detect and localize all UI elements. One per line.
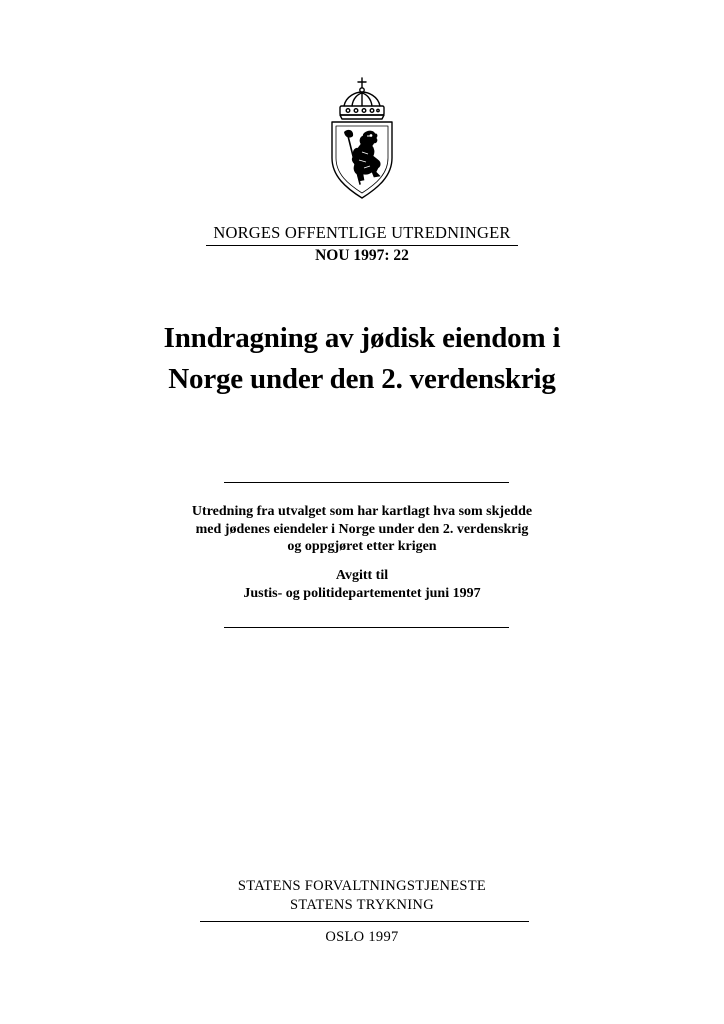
- series-name: NORGES OFFENTLIGE UTREDNINGER: [213, 223, 511, 242]
- submission-line-1: Avgitt til: [335, 568, 389, 583]
- title-line-2: Norge under den 2. verdenskrig: [168, 363, 556, 395]
- title-line-1: Inndragning av jødisk eiendom i: [163, 322, 561, 354]
- lower-divider: [224, 627, 509, 628]
- series-divider: [206, 245, 518, 246]
- subtitle-line-3: og oppgjøret etter krigen: [287, 539, 437, 554]
- document-subtitle: [0, 503, 724, 556]
- upper-divider: [224, 482, 509, 483]
- document-title: [0, 318, 724, 400]
- publisher-line-1: STATENS FORVALTNINGSTJENESTE: [237, 878, 487, 894]
- publisher: [0, 877, 724, 915]
- subtitle-line-2: med jødenes eiendeler i Norge under den 2. verdenskrig: [195, 521, 529, 537]
- submission-note: [0, 567, 724, 602]
- report-number: NOU 1997: 22: [315, 247, 409, 264]
- subtitle-line-1: Utredning fra utvalget som har kartlagt hva som skjedde: [191, 504, 533, 519]
- place-and-year: OSLO 1997: [325, 929, 399, 945]
- publisher-divider: [200, 921, 529, 922]
- norwegian-coat-of-arms-icon: [326, 76, 398, 200]
- submission-line-2: Justis- og politidepartementet juni 1997: [243, 585, 481, 601]
- publisher-line-2: STATENS TRYKNING: [290, 897, 434, 913]
